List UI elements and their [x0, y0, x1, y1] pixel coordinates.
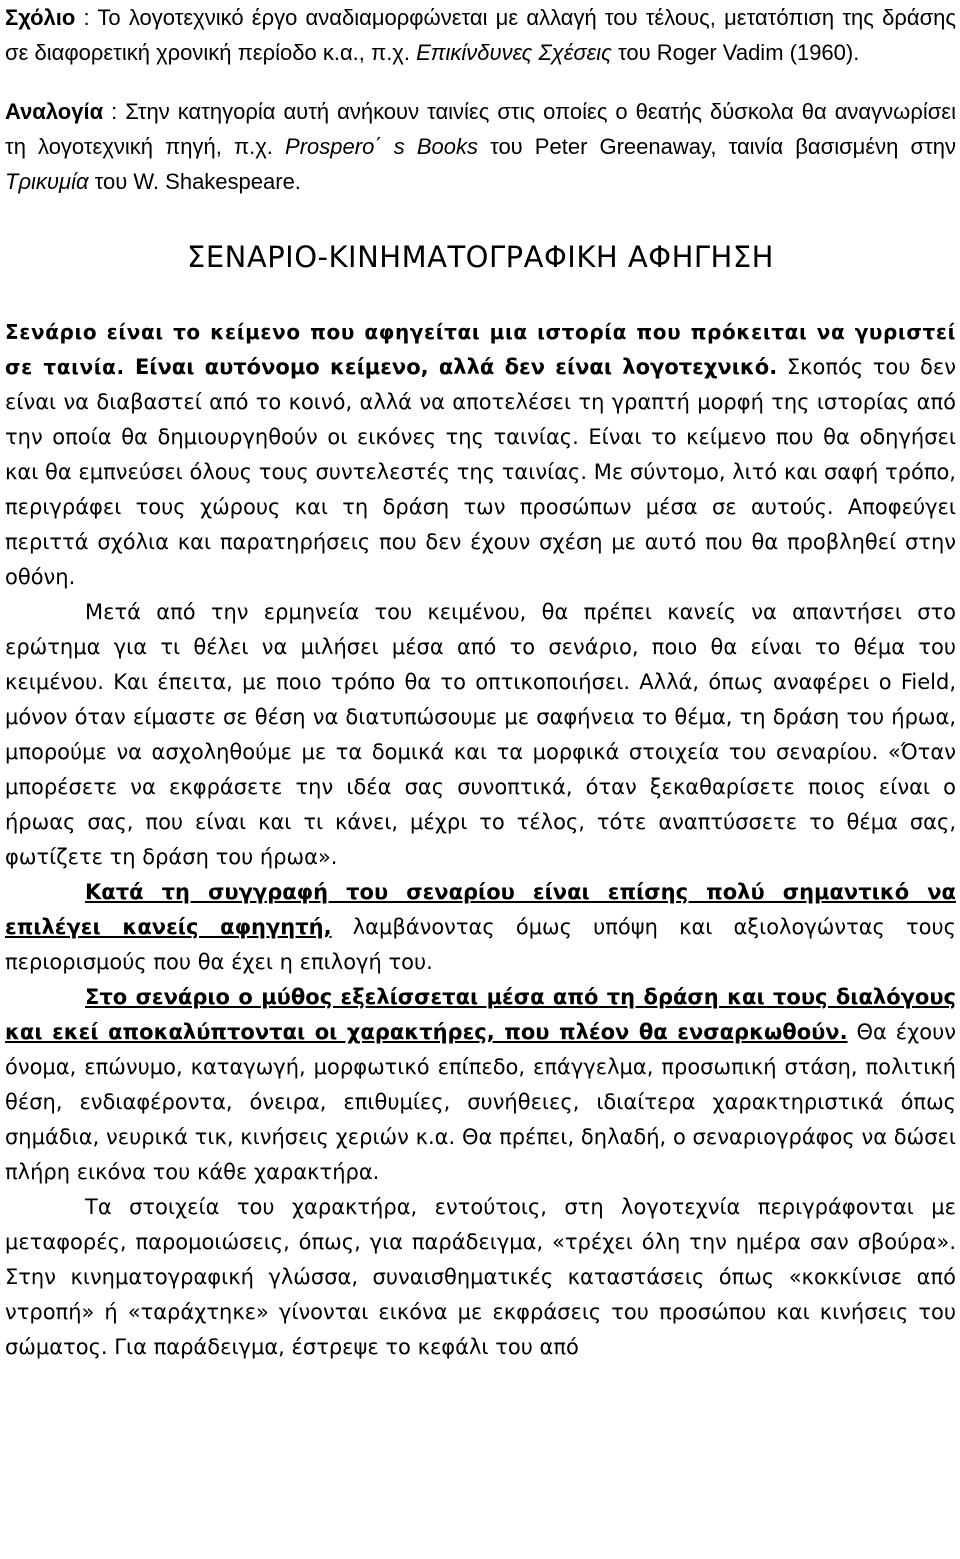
comment-label: Σχόλιο [5, 5, 76, 30]
comment-text: Το λογοτεχνικό έργο αναδιαμορφώνεται με αλλαγή του τέλους, μετατόπιση της δράσης σε διαφορετική χρονική περίοδο κ.α., π.χ. [5, 5, 956, 65]
paragraph-characters [5, 980, 956, 1190]
comment-tail: του Roger Vadim (1960). [611, 40, 860, 65]
paragraph-interpretation: Μετά από την ερμηνεία του κειμένου, θα πρέπει κανείς να απαντήσει στο ερώτημα για τι θέλει να μιλήσει μέσα από το σενάριο, ποιο θα είναι το θέμα του κειμένου. Και έπειτα, με ποιο τρόπο θα το οπτικοποιήσει. Αλλά, όπως αναφέρει ο Field, μόνον όταν είμαστε σε θέση να διατυπώσουμε με σαφήνεια το θέμα, τη δράση του ήρωα, μπορούμε να ασχοληθούμε με τα δομικά και τα μορφικά στοιχεία του σεναρίου. «Όταν μπορέσετε να εκφράσετε την ιδέα σας συνοπτικά, όταν ξεκαθαρίσετε ποιος είναι ο ήρωας σας, που είναι και τι κάνει, μέχρι το τέλος, τότε αναπτύσσετε το θέμα σας, φωτίζετε τη δράση του ήρωα». [5, 600, 956, 869]
paragraph-screenplay-definition [5, 315, 956, 595]
definition-text: Σκοπός του δεν είναι να διαβαστεί από το κοινό, αλλά να αποτελέσει τη γραπτή μορφή της ιστορίας από την οποία θα δημιουργηθούν οι εικόνες της ταινίας. Είναι το κείμενο που θα οδηγήσει και θα εμπνεύσει όλους τους συντελεστές της ταινίας. Με σύντομο, λιτό και σαφή τρόπο, περιγράφει τους χώρους και τη δράση των προσώπων μέσα σε αυτούς. Αποφεύγει περιττά σχόλια και παρατηρήσεις που δεν έχουν σχέση με αυτό που θα προβληθεί στην οθόνη. [5, 355, 956, 589]
section-heading: ΣΕΝΑΡΙΟ-ΚΙΝΗΜΑΤΟΓΡΑΦΙΚΗ ΑΦΗΓΗΣΗ [187, 240, 774, 274]
comment-colon: : [75, 5, 98, 30]
comment-paragraph [5, 0, 956, 70]
analogy-colon: : [103, 99, 126, 124]
analogy-film-title: Prospero΄ s Books [285, 134, 478, 159]
characters-text: Θα έχουν όνομα, επώνυμο, καταγωγή, μορφωτικό επίπεδο, επάγγελμα, προσωπική στάση, πολιτική θέση, ενδιαφέροντα, όνειρα, επιθυμίες, συνήθειες, ιδιαίτερα χαρακτηριστικά όπως σημάδια, νευρικά τικ, κινήσεις χεριών κ.α. Θα πρέπει, δηλαδή, ο σεναριογράφος να δώσει πλήρη εικόνα του κάθε χαρακτήρα. [5, 1020, 956, 1184]
narrator-text: λαμβάνοντας όμως υπόψη και αξιολογώντας τους περιορισμούς που θα έχει η επιλογή του. [5, 915, 956, 974]
analogy-text: Στην κατηγορία αυτή ανήκουν ταινίες στις οποίες ο θεατής δύσκολα θα αναγνωρίσει τη λογοτεχνική πηγή, π.χ. [5, 99, 956, 159]
definition-bold: Σενάριο είναι το κείμενο που αφηγείται μια ιστορία που πρόκειται να γυριστεί σε ταινία. [5, 320, 956, 379]
analogy-mid: του Peter Greenaway, ταινία βασισμένη στην [477, 134, 956, 159]
definition-bold-second: Είναι αυτόνομο κείμενο, αλλά δεν είναι λογοτεχνικό. [124, 355, 778, 379]
analogy-label: Αναλογία [5, 99, 104, 124]
analogy-tail: του W. Shakespeare. [88, 169, 301, 194]
characters-bold: Στο σενάριο ο μύθος εξελίσσεται μέσα από τη δράση και τους διαλόγους και εκεί αποκαλύπτονται οι χαρακτήρες, που πλέον θα ενσαρκωθούν. [5, 985, 956, 1044]
narrator-bold: Κατά τη συγγραφή του σεναρίου είναι επίσης πολύ σημαντικό να επιλέγει κανείς αφηγητή, [5, 880, 956, 939]
paragraph-character-elements: Τα στοιχεία του χαρακτήρα, εντούτοις, στη λογοτεχνία περιγράφονται με μεταφορές, παρομοιώσεις, όπως, για παράδειγμα, «τρέχει όλη την ημέρα σαν σβούρα». Στην κινηματογραφική γλώσσα, συναισθηματικές καταστάσεις όπως «κοκκίνισε από ντροπή» ή «ταράχτηκε» γίνονται εικόνα με εκφράσεις του προσώπου και κινήσεις του σώματος. Για παράδειγμα, έστρεψε το κεφάλι του από [5, 1195, 956, 1359]
analogy-paragraph [5, 94, 956, 199]
comment-film-title: Επικίνδυνες Σχέσεις [416, 40, 612, 65]
analogy-play-title: Τρικυμία [5, 169, 89, 194]
paragraph-narrator [5, 875, 956, 980]
